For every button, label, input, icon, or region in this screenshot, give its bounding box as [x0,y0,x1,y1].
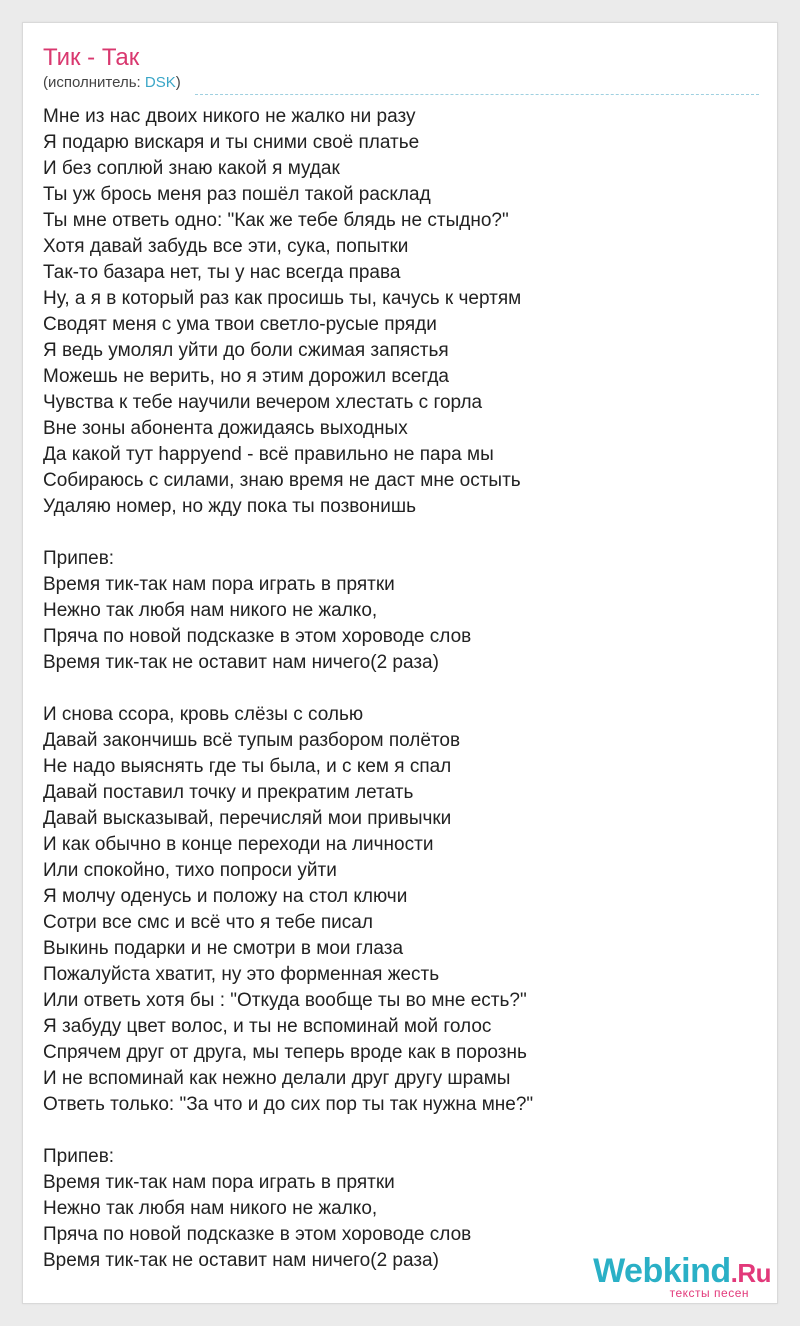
lyric-line: Выкинь подарки и не смотри в мои глаза [43,938,404,959]
lyric-line: Давай высказывай, перечисляй мои привычки [43,808,452,829]
lyric-line: Пряча по новой подсказке в этом хороводе слов [43,1224,472,1245]
lyrics-card [22,22,778,1304]
lyric-line: Можешь не верить, но я этим дорожил всегда [43,366,449,387]
lyric-line: Или ответь хотя бы : "Откуда вообще ты во мне есть?" [43,990,527,1011]
lyric-line: Да какой тут happyend - всё правильно не пара мы [43,444,494,465]
lyric-line: Вне зоны абонента дожидаясь выходных [43,418,408,439]
artist-suffix: ) [175,74,181,91]
lyric-line: Собираюсь с силами, знаю время не даст мне остыть [43,470,521,491]
lyric-line: Я подарю вискаря и ты сними своё платье [43,132,420,153]
lyric-line: Чувства к тебе научили вечером хлестать с горла [43,392,483,413]
lyric-line: Время тик-так нам пора играть в прятки [43,574,395,595]
lyric-line: Ты мне ответь одно: "Как же тебе блядь не стыдно?" [43,210,509,231]
lyric-line: Ты уж брось меня раз пошёл такой расклад [43,184,431,205]
lyric-line: Не надо выяснять где ты была, и с кем я спал [43,756,452,777]
lyric-line: Сводят меня с ума твои светло-русые пряди [43,314,437,335]
lyric-line: Я молчу оденусь и положу на стол ключи [43,886,408,907]
webkind-logo[interactable] [571,1251,771,1301]
lyric-line: И не вспоминай как нежно делали друг другу шрамы [43,1068,511,1089]
lyric-line: Ну, а я в который раз как просишь ты, качусь к чертям [43,288,522,309]
lyric-line: Сотри все смс и всё что я тебе писал [43,912,373,933]
lyric-line: Я забуду цвет волос, и ты не вспоминай мой голос [43,1016,492,1037]
lyric-line: Время тик-так не оставит нам ничего(2 раза) [43,652,439,673]
artist-prefix: (исполнитель: [43,74,145,91]
logo-subtitle: тексты песен [669,1286,749,1300]
logo-tld-text: .Ru [730,1258,771,1288]
lyric-line: Ответь только: "За что и до сих пор ты так нужна мне?" [43,1094,534,1115]
lyric-line: И без соплюй знаю какой я мудак [43,158,340,179]
lyric-line: Нежно так любя нам никого не жалко, [43,1198,378,1219]
lyric-line: Давай поставил точку и прекратим летать [43,782,414,803]
lyric-line: Пожалуйста хватит, ну это форменная жесть [43,964,440,985]
lyric-blank-line [43,1118,763,1144]
lyric-line: Пряча по новой подсказке в этом хороводе слов [43,626,472,647]
logo-main-text: Webkind [593,1252,731,1290]
lyric-line: Или спокойно, тихо попроси уйти [43,860,337,881]
lyric-line: И как обычно в конце переходи на личности [43,834,434,855]
lyric-line: Давай закончишь всё тупым разбором полётов [43,730,461,751]
lyric-line: Время тик-так нам пора играть в прятки [43,1172,395,1193]
lyric-line: Мне из нас двоих никого не жалко ни разу [43,106,416,127]
lyric-line: Так-то базара нет, ты у нас всегда права [43,262,401,283]
lyric-line: И снова ссора, кровь слёзы с солью [43,704,364,725]
lyric-line: Припев: [43,1146,115,1167]
artist-line [43,74,181,92]
lyric-line: Время тик-так не оставит нам ничего(2 раза) [43,1250,439,1271]
lyric-line: Я ведь умолял уйти до боли сжимая запястья [43,340,449,361]
lyric-line: Удаляю номер, но жду пока ты позвонишь [43,496,416,517]
lyric-line: Припев: [43,548,115,569]
artist-link[interactable]: DSK [144,74,176,91]
song-title: Тик - Так [43,44,140,71]
title-divider [195,94,759,95]
lyric-line: Спрячем друг от друга, мы теперь вроде как в порознь [43,1042,527,1063]
lyric-line: Нежно так любя нам никого не жалко, [43,600,378,621]
lyric-blank-line [43,676,763,702]
lyrics-text [43,104,763,1274]
lyric-line: Хотя давай забудь все эти, сука, попытки [43,236,409,257]
lyric-blank-line [43,520,763,546]
